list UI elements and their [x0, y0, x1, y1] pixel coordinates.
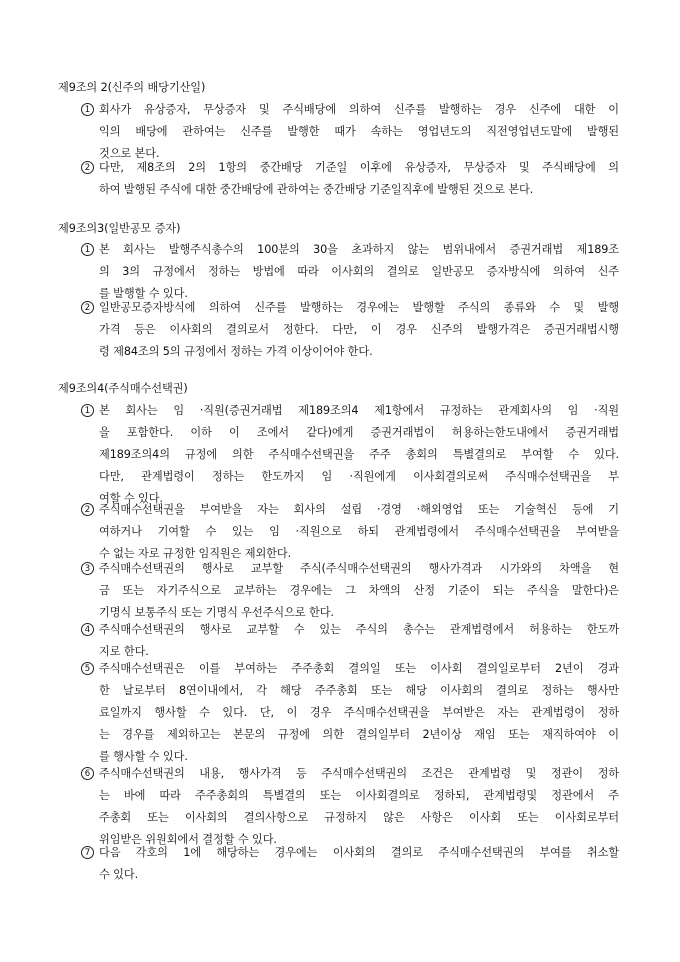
clause-line: 령 제84조의 5의 규정에서 정하는 가격 이상이어야 한다. [99, 345, 373, 358]
clause-text [99, 157, 619, 201]
clause-line: 여할 수 있다. [99, 492, 163, 505]
clause-line: 본 회사는 발행주식총수의 100분의 30을 초과하지 않는 범위내에서 증권거래법 제189조 [99, 243, 619, 256]
clause-line: 주총회 또는 이사회의 결의사항으로 규정하지 않은 사항은 이사회 또는 이사회로부터 [99, 811, 619, 824]
clause-line: 수 없는 자로 규정한 임직원은 제외한다. [99, 547, 292, 560]
clause-line: 을 포함한다. 이하 이 조에서 같다)에게 증권거래법이 허용하는한도내에서 증권거래법 [99, 426, 619, 439]
clause-text [99, 763, 619, 851]
clause-line: 하여 발행된 주식에 대한 중간배당에 관하여는 중간배당 기준일직후에 발행된 것으로 본다. [99, 183, 534, 196]
clause-line: 다만, 관계법령이 정하는 한도까지 임 ·직원에게 이사회결의로써 주식매수선택권을 부 [99, 470, 619, 483]
clause-line: 다음 각호의 1에 해당하는 경우에는 이사회의 결의로 주식매수선택권의 부여를 취소할 [99, 846, 619, 859]
clause-line: 기명식 보통주식 또는 기명식 우선주식으로 한다. [99, 606, 334, 619]
clause-text [99, 619, 619, 663]
circled-number-4: 4 [81, 623, 94, 636]
clause-text [99, 842, 619, 886]
article-heading: 제9조의 2(신주의 배당기산일) [58, 81, 206, 94]
circled-number-1: 1 [81, 404, 94, 417]
clause-line: 익의 배당에 관하여는 신주를 발행한 때가 속하는 영업년도의 직전영업년도말에 발행된 [99, 125, 619, 138]
clause-line: 의 3의 규정에서 정하는 방법에 따라 이사회의 결의로 일반공모 증자방식에 의하여 신주 [99, 265, 619, 278]
circled-number-2: 2 [81, 503, 94, 516]
clause-text [99, 499, 619, 565]
circled-number-3: 3 [81, 562, 94, 575]
clause-text [99, 239, 619, 305]
article-heading: 제9조의4(주식매수선택권) [58, 382, 188, 395]
clause-line: 를 행사할 수 있다. [99, 750, 188, 763]
circled-number-1: 1 [81, 103, 94, 116]
clause-line: 회사가 유상증자, 무상증자 및 주식배당에 의하여 신주를 발행하는 경우 신주에 대한 이 [99, 103, 619, 116]
clause-line: 는 바에 따라 주주총회의 특별결의 또는 이사회결의로 정하되, 관계법령및 정관에서 주 [99, 789, 619, 802]
clause-line: 본 회사는 임 ·직원(증권거래법 제189조의4 제1항에서 규정하는 관계회사의 임 ·직원 [99, 404, 619, 417]
clause-line: 주식매수선택권은 이를 부여하는 주주총회 결의일 또는 이사회 결의일로부터 2년이 경과 [99, 662, 619, 675]
circled-number-1: 1 [81, 243, 94, 256]
circled-number-5: 5 [81, 662, 94, 675]
clause-line: 주식매수선택권을 부여받을 자는 회사의 설립 ·경영 ·해외영업 또는 기술혁신 등에 기 [99, 503, 619, 516]
clause-line: 료일까지 행사할 수 있다. 단, 이 경우 주식매수선택권을 부여받은 자는 관계법령이 정하 [99, 706, 619, 719]
clause-line: 여하거나 기여할 수 있는 임 ·직원으로 하되 관계법령에서 주식매수선택권을 부여받을 [99, 525, 619, 538]
clause-line: 주식매수선택권의 행사로 교부할 수 있는 주식의 총수는 관계법령에서 허용하는 한도까 [99, 623, 619, 636]
clause-text [99, 658, 619, 768]
clause-line: 것으로 본다. [99, 147, 160, 160]
article-heading: 제9조의3(일반공모 증자) [58, 222, 181, 235]
circled-number-7: 7 [81, 846, 94, 859]
clause-line: 제189조의4의 규정에 의한 주식매수선택권을 주주 총회의 특별결의로 부여할 수 있다. [99, 448, 619, 461]
clause-line: 지로 한다. [99, 645, 149, 658]
clause-line: 를 발행할 수 있다. [99, 287, 188, 300]
circled-number-6: 6 [81, 767, 94, 780]
clause-line: 한 날로부터 8연이내에서, 각 해당 주주총회 또는 해당 이사회의 결의로 정하는 행사만 [99, 684, 619, 697]
clause-line: 금 또는 자기주식으로 교부하는 경우에는 그 차액의 산정 기준이 되는 주식을 말한다)은 [99, 584, 619, 597]
clause-text [99, 297, 619, 363]
clause-line: 위임받은 위원회에서 결정할 수 있다. [99, 833, 277, 846]
clause-line: 가격 등은 이사회의 결의로서 정한다. 다만, 이 경우 신주의 발행가격은 증권거래법시행 [99, 323, 619, 336]
clause-line: 일반공모증자방식에 의하여 신주를 발행하는 경우에는 발행할 주식의 종류와 수 및 발행 [99, 301, 619, 314]
clause-line: 다만, 제8조의 2의 1항의 중간배당 기준일 이후에 유상증자, 무상증자 및 주식배당에 의 [99, 161, 619, 174]
clause-text [99, 99, 619, 165]
clause-line: 수 있다. [99, 868, 139, 881]
clause-line: 는 경우를 제외하고는 본문의 규정에 의한 결의일부터 2년이상 재임 또는 재직하여야 이 [99, 728, 619, 741]
clause-text [99, 558, 619, 624]
clause-text [99, 400, 619, 510]
clause-line: 주식매수선택권의 행사로 교부할 주식(주식매수선택권의 행사가격과 시가와의 차액을 현 [99, 562, 619, 575]
circled-number-2: 2 [81, 161, 94, 174]
circled-number-2: 2 [81, 301, 94, 314]
clause-line: 주식매수선택권의 내용, 행사가격 등 주식매수선택권의 조건은 관계법령 및 정관이 정하 [99, 767, 619, 780]
